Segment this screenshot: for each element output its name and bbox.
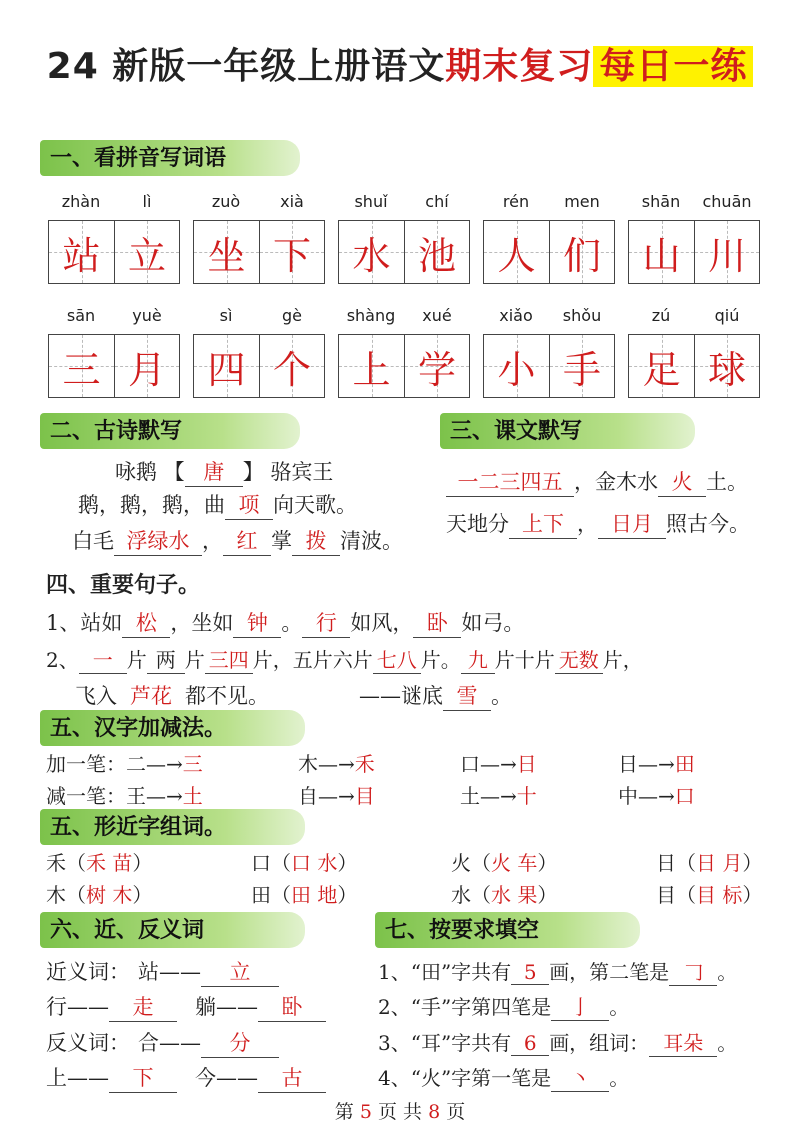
char-cell <box>629 221 694 283</box>
tian-zi-ge <box>48 334 180 398</box>
text: —— <box>67 995 109 1019</box>
text: 行 <box>46 995 67 1019</box>
text: 咏鹅 【 <box>115 460 185 484</box>
answer: 丶 <box>551 1062 609 1092</box>
pinyin: sān <box>66 306 96 325</box>
poem-line-1 <box>78 489 357 520</box>
text: 口 <box>251 851 271 875</box>
text: ） <box>337 883 358 907</box>
text: 二 <box>126 752 146 776</box>
text: （ <box>271 851 291 875</box>
text: ） <box>742 883 763 907</box>
answer: 九 <box>461 644 495 674</box>
char-cell <box>694 221 759 283</box>
char-cell <box>259 221 324 283</box>
answer: 耳朵 <box>649 1027 717 1057</box>
pinyin: shàng <box>346 306 396 325</box>
text: 页 <box>446 1101 466 1123</box>
text: 水 <box>451 883 471 907</box>
text: —— <box>216 995 258 1019</box>
tian-zi-ge <box>483 220 615 284</box>
text: 画，第二笔是 <box>549 960 670 984</box>
tian-zi-ge <box>628 334 760 398</box>
text: 木 <box>46 883 66 907</box>
section3-heading: 三、课文默写 <box>440 413 695 449</box>
answer: 日 <box>516 752 537 776</box>
arrow-icon: —→ <box>146 784 183 808</box>
total-pages: 8 <box>428 1101 441 1123</box>
text: —— <box>159 960 201 984</box>
answer: 5 <box>511 960 549 985</box>
pinyin: chí <box>425 192 449 211</box>
text: （ <box>66 851 86 875</box>
text: 天地分 <box>446 512 509 536</box>
answer: 口 <box>674 784 695 808</box>
sentence-line-2 <box>46 644 643 674</box>
answer: 三四 <box>205 644 253 674</box>
answer: 禾 苗 <box>86 851 133 875</box>
char-cell <box>484 221 549 283</box>
text: 日 <box>618 752 638 776</box>
char: 坐 <box>207 233 246 278</box>
text: 近义词： <box>46 960 130 984</box>
char-cell <box>339 221 404 283</box>
char-cell <box>549 335 614 397</box>
text: ，金木水 <box>574 470 658 494</box>
text: 清波。 <box>340 529 403 553</box>
answer: 项 <box>225 489 273 520</box>
char-cell <box>49 221 114 283</box>
text: 片十片 <box>494 648 555 672</box>
synonym-line-1 <box>46 956 279 987</box>
text: ——谜底 <box>359 684 443 708</box>
text: 。 <box>281 611 303 635</box>
answer: 七八 <box>373 644 421 674</box>
section2-heading: 二、古诗默写 <box>40 413 300 449</box>
char: 学 <box>417 347 456 392</box>
answer: 土 <box>182 784 203 808</box>
char: 下 <box>272 233 311 278</box>
arrow-icon: —→ <box>638 784 675 808</box>
text: （ <box>471 851 491 875</box>
stroke-item <box>618 780 695 809</box>
text: 4、“火”字第一笔是 <box>378 1066 552 1090</box>
pinyin: shuǐ <box>354 192 388 211</box>
page-number: 5 <box>359 1101 372 1123</box>
char-cell <box>114 221 179 283</box>
answer: 拨 <box>292 525 340 556</box>
text-line-2 <box>446 508 750 539</box>
text: 片，五片六片 <box>252 648 373 672</box>
page-footer <box>0 1097 800 1124</box>
section4-heading: 四、重要句子。 <box>46 572 201 598</box>
pinyin-grid-row-1 <box>48 192 768 288</box>
text: 3、“耳”字共有 <box>378 1031 512 1055</box>
text: 片 <box>184 648 205 672</box>
sentence-line-3 <box>75 680 512 711</box>
answer: 一二三四五 <box>446 466 574 497</box>
text: 加一笔： <box>46 752 126 776</box>
text: 田 <box>251 883 271 907</box>
answer: 火 车 <box>491 851 538 875</box>
text: 今 <box>195 1066 216 1090</box>
char: 足 <box>642 347 681 392</box>
text: 减一笔： <box>46 784 126 808</box>
answer: 十 <box>516 784 537 808</box>
text: 木 <box>298 752 318 776</box>
arrow-icon: —→ <box>480 752 517 776</box>
word-group <box>451 847 557 876</box>
text: 2、“手”字第四笔是 <box>378 995 552 1019</box>
answer: 下 <box>109 1062 177 1093</box>
stroke-item <box>298 748 375 777</box>
arrow-icon: —→ <box>480 784 517 808</box>
text: —— <box>216 1066 258 1090</box>
text: ） <box>537 883 558 907</box>
section6-heading: 六、近、反义词 <box>40 912 305 948</box>
answer: 芦花 <box>117 680 185 711</box>
text: 口 <box>460 752 480 776</box>
text: ） <box>132 851 153 875</box>
char: 个 <box>272 347 311 392</box>
tian-zi-ge <box>193 220 325 284</box>
text: 。 <box>717 960 738 984</box>
char: 们 <box>562 233 601 278</box>
add-stroke-row <box>46 748 766 776</box>
synonym-line-2 <box>46 991 326 1022</box>
word-group <box>46 879 152 908</box>
text: 土 <box>460 784 480 808</box>
pinyin: xià <box>280 192 304 211</box>
answer: 日 月 <box>696 851 743 875</box>
answer: 三 <box>182 752 203 776</box>
text: 火 <box>451 851 471 875</box>
char: 三 <box>62 347 101 392</box>
char-cell <box>194 335 259 397</box>
answer: 钟 <box>233 607 281 638</box>
char: 月 <box>127 347 166 392</box>
tian-zi-ge <box>483 334 615 398</box>
answer: 田 地 <box>291 883 338 907</box>
text: 王 <box>126 784 146 808</box>
poem-title-line <box>115 456 333 487</box>
char: 水 <box>352 233 391 278</box>
word-group <box>656 879 762 908</box>
text: ） <box>537 851 558 875</box>
pinyin: lì <box>142 192 152 211</box>
char: 山 <box>642 233 681 278</box>
title-red: 期末复习 <box>445 46 594 87</box>
text: （ <box>471 883 491 907</box>
char-cell <box>194 221 259 283</box>
answer: 分 <box>201 1027 279 1058</box>
answer: 唐 <box>185 456 243 487</box>
text: —— <box>159 1031 201 1055</box>
answer: 松 <box>122 607 170 638</box>
text: ， <box>202 529 223 553</box>
text: 躺 <box>195 995 216 1019</box>
title-highlight: 每日一练 <box>593 46 753 87</box>
char: 川 <box>707 233 746 278</box>
pinyin: zuò <box>211 192 241 211</box>
char: 小 <box>497 347 536 392</box>
char-cell <box>404 221 469 283</box>
text: 日 <box>656 851 676 875</box>
answer: 浮绿水 <box>114 525 202 556</box>
word-group <box>251 879 357 908</box>
stroke-item <box>618 748 695 777</box>
answer: 立 <box>201 956 279 987</box>
text: 片 <box>126 648 147 672</box>
pinyin: shān <box>641 192 681 211</box>
pinyin: xiǎo <box>499 306 533 325</box>
text: 目 <box>656 883 676 907</box>
text: 。 <box>717 1031 738 1055</box>
char-cell <box>339 335 404 397</box>
text: 鹅，鹅，鹅，曲 <box>78 493 225 517</box>
tian-zi-ge <box>48 220 180 284</box>
answer: 上下 <box>509 508 577 539</box>
text: 页 共 <box>377 1101 423 1123</box>
pinyin: xué <box>422 306 452 325</box>
answer: 古 <box>258 1062 326 1093</box>
char-cell <box>629 335 694 397</box>
poem-line-2 <box>72 525 403 556</box>
answer: 6 <box>511 1031 549 1056</box>
text: 1、站如 <box>46 611 123 635</box>
text: 都不见。 <box>185 684 269 708</box>
fill-line-1 <box>378 956 737 986</box>
char-cell <box>549 221 614 283</box>
word-row-1 <box>46 847 776 875</box>
answer: 目 <box>354 784 375 808</box>
pinyin: chuān <box>702 192 752 211</box>
text: 土。 <box>706 470 748 494</box>
sub-stroke-row <box>46 780 766 808</box>
text: 如弓。 <box>461 611 525 635</box>
section5b-heading: 五、形近字组词。 <box>40 809 305 845</box>
char-cell <box>404 335 469 397</box>
pinyin: rén <box>502 192 530 211</box>
tian-zi-ge <box>193 334 325 398</box>
antonym-line-2 <box>46 1062 326 1093</box>
char: 手 <box>562 347 601 392</box>
text: 飞入 <box>75 684 117 708</box>
word-row-2 <box>46 879 776 907</box>
arrow-icon: —→ <box>146 752 183 776</box>
answer: 口 水 <box>291 851 338 875</box>
answer: 田 <box>674 752 695 776</box>
answer: 树 木 <box>86 883 133 907</box>
text: 。 <box>609 995 630 1019</box>
answer: 一 <box>79 644 127 674</box>
antonym-line-1 <box>46 1027 279 1058</box>
pinyin: sì <box>219 306 233 325</box>
answer: 火 <box>658 466 706 497</box>
answer: 走 <box>109 991 177 1022</box>
text: 照古今。 <box>666 512 750 536</box>
text: 站 <box>138 960 159 984</box>
stroke-item <box>460 748 537 777</box>
pinyin: zhàn <box>61 192 101 211</box>
text: 。 <box>491 684 512 708</box>
tian-zi-ge <box>628 220 760 284</box>
text: 1、“田”字共有 <box>378 960 512 984</box>
stroke-item <box>298 780 375 809</box>
text: 向天歌。 <box>273 493 357 517</box>
text: 上 <box>46 1066 67 1090</box>
text: 禾 <box>46 851 66 875</box>
answer: 行 <box>302 607 350 638</box>
text: 反义词： <box>46 1031 130 1055</box>
pinyin: qiú <box>714 306 740 325</box>
word-group <box>451 879 557 908</box>
arrow-icon: —→ <box>318 784 355 808</box>
text: （ <box>66 883 86 907</box>
fill-line-2 <box>378 991 629 1021</box>
pinyin: yuè <box>132 306 162 325</box>
page-title <box>0 38 800 89</box>
sentence-line-1 <box>46 607 524 638</box>
text: 自 <box>298 784 318 808</box>
stroke-item <box>46 780 203 809</box>
answer: 亅 <box>551 991 609 1021</box>
answer: 目 标 <box>696 883 743 907</box>
text: 白毛 <box>72 529 114 553</box>
text: （ <box>271 883 291 907</box>
pinyin-grid-row-2 <box>48 306 768 402</box>
text: 画，组词： <box>549 1031 650 1055</box>
word-group <box>656 847 762 876</box>
text: ，坐如 <box>170 611 234 635</box>
text: ） <box>337 851 358 875</box>
answer: 日月 <box>598 508 666 539</box>
answer: 𠃌 <box>669 956 717 986</box>
text: ） <box>742 851 763 875</box>
word-group <box>251 847 357 876</box>
section1-heading: 一、看拼音写词语 <box>40 140 300 176</box>
text: （ <box>676 883 696 907</box>
section5a-heading: 五、汉字加减法。 <box>40 710 305 746</box>
text: 两 <box>147 644 185 674</box>
char: 四 <box>207 347 246 392</box>
answer: 卧 <box>258 991 326 1022</box>
stroke-item <box>46 748 203 777</box>
fill-line-3 <box>378 1027 737 1057</box>
answer: 水 果 <box>491 883 538 907</box>
tian-zi-ge <box>338 220 470 284</box>
char-cell <box>694 335 759 397</box>
text: 2、 <box>46 648 79 672</box>
char: 站 <box>62 233 101 278</box>
answer: 雪 <box>443 680 491 711</box>
text-line-1 <box>446 466 748 497</box>
char: 池 <box>417 233 456 278</box>
fill-line-4 <box>378 1062 629 1092</box>
text: 片， <box>602 648 643 672</box>
title-main: 24 新版一年级上册语文 <box>46 46 446 87</box>
char-cell <box>259 335 324 397</box>
answer: 无数 <box>555 644 603 674</box>
char: 球 <box>707 347 746 392</box>
char: 人 <box>497 233 536 278</box>
arrow-icon: —→ <box>318 752 355 776</box>
section7-heading: 七、按要求填空 <box>375 912 640 948</box>
text: （ <box>676 851 696 875</box>
char-cell <box>114 335 179 397</box>
text: ， <box>577 512 598 536</box>
answer: 卧 <box>413 607 461 638</box>
text: 掌 <box>271 529 292 553</box>
pinyin: men <box>564 192 600 211</box>
char-cell <box>49 335 114 397</box>
arrow-icon: —→ <box>638 752 675 776</box>
answer: 禾 <box>354 752 375 776</box>
text: 第 <box>334 1101 354 1123</box>
word-group <box>46 847 152 876</box>
tian-zi-ge <box>338 334 470 398</box>
text: 。 <box>609 1066 630 1090</box>
stroke-item <box>460 780 537 809</box>
text: —— <box>67 1066 109 1090</box>
text: 中 <box>618 784 638 808</box>
pinyin: zú <box>651 306 671 325</box>
pinyin: shǒu <box>562 306 602 325</box>
text: 如风， <box>350 611 414 635</box>
char-cell <box>484 335 549 397</box>
text: 】 骆宾王 <box>242 460 334 484</box>
text: ） <box>132 883 153 907</box>
char: 上 <box>352 347 391 392</box>
answer: 红 <box>223 525 271 556</box>
char: 立 <box>127 233 166 278</box>
text: 片。 <box>420 648 461 672</box>
pinyin: gè <box>282 306 302 325</box>
text: 合 <box>138 1031 159 1055</box>
